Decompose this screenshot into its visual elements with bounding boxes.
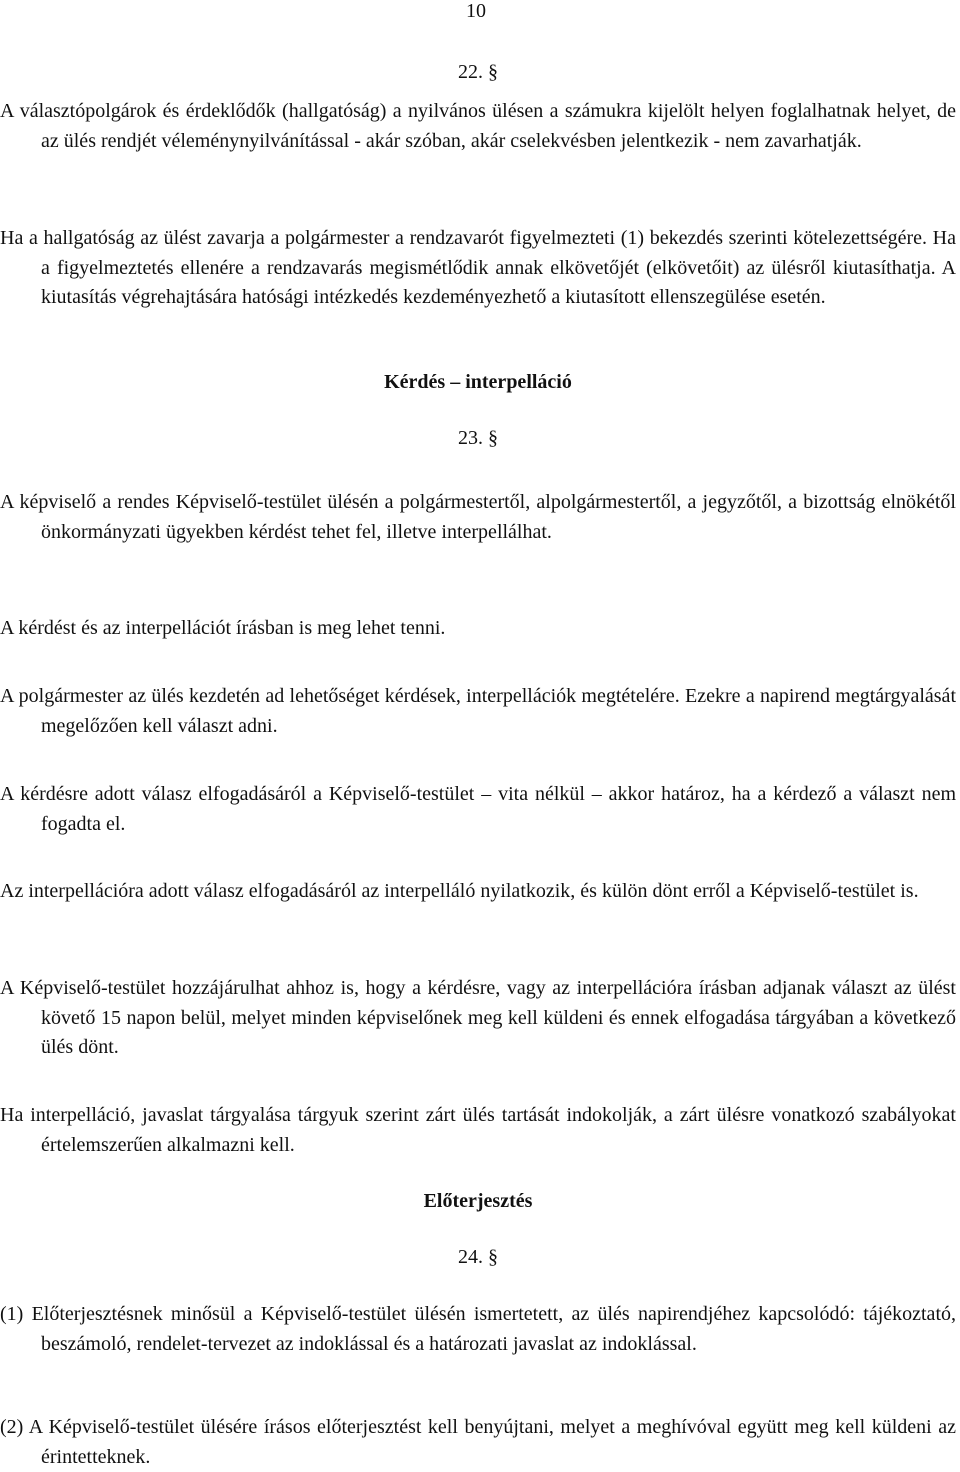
- section-heading-block: [0, 368, 956, 398]
- section-heading: Előterjesztés: [423, 1190, 533, 1212]
- paragraph-text: Az interpellációra adott válasz elfogadásáról az interpelláló nyilatkozik, és külön dönt erről a Képviselő-testület is.: [0, 880, 919, 902]
- paragraph-text: A polgármester az ülés kezdetén ad lehetőséget kérdések, interpellációk megtételére. Ezekre a napirend megtárgyalását megelőzően kell választ adni.: [0, 685, 956, 737]
- paragraph: [0, 97, 956, 156]
- paragraph: [0, 1101, 956, 1160]
- section-23-number-block: [0, 424, 956, 454]
- section-number: 24. §: [458, 1246, 498, 1268]
- section-number: 22. §: [458, 61, 498, 83]
- page-number: 10: [466, 0, 486, 22]
- paragraph-text: (1) Előterjesztésnek minősül a Képviselő-testület ülésén ismertetett, az ülés napirendjéhez kapcsolódó: tájékoztató, beszámoló, rendelet-tervezet az indoklással és a határozati javaslat az indoklással.: [0, 1303, 956, 1355]
- paragraph: [0, 780, 956, 839]
- paragraph: [0, 682, 956, 741]
- paragraph: [0, 877, 956, 907]
- paragraph: [0, 614, 956, 644]
- paragraph: [0, 1413, 956, 1472]
- section-heading-block: [0, 1187, 956, 1217]
- paragraph-text: A Képviselő-testület hozzájárulhat ahhoz is, hogy a kérdésre, vagy az interpellációra írásban adjanak választ az ülést követő 15 napon belül, melyet minden képviselőnek meg kell küldeni és ennek elfogadása tárgyában a következő ülés dönt.: [0, 977, 956, 1058]
- section-24-number-block: [0, 1243, 956, 1273]
- section-heading: Kérdés – interpelláció: [384, 371, 572, 393]
- section-22-number-block: [0, 58, 956, 88]
- paragraph-text: A kérdést és az interpellációt írásban is meg lehet tenni.: [0, 617, 446, 639]
- paragraph-text: Ha interpelláció, javaslat tárgyalása tárgyuk szerint zárt ülés tartását indokolják, a zárt ülésre vonatkozó szabályokat értelemszerűen alkalmazni kell.: [0, 1104, 956, 1156]
- paragraph-text: A kérdésre adott válasz elfogadásáról a Képviselő-testület – vita nélkül – akkor határoz, ha a kérdező a választ nem fogadta el.: [0, 783, 956, 835]
- paragraph-text: Ha a hallgatóság az ülést zavarja a polgármester a rendzavarót figyelmezteti (1) bekezdés szerinti kötelezettségére. Ha a figyelmeztetés ellenére a rendzavarás megismétlődik annak elkövetőjét (elkövetőit) az ülésről kiutasíthatja. A kiutasítás végrehajtására hatósági intézkedés kezdeményezhető a kiutasított ellenszegülése esetén.: [0, 227, 956, 308]
- section-number: 23. §: [458, 427, 498, 449]
- paragraph: [0, 488, 956, 547]
- paragraph: [0, 974, 956, 1063]
- paragraph: [0, 224, 956, 313]
- paragraph-text: A választópolgárok és érdeklődők (hallgatóság) a nyilvános ülésen a számukra kijelölt helyen foglalhatnak helyet, de az ülés rendjét véleménynyilvánítással - akár szóban, akár cselekvésben jelentkezik - nem zavarhatják.: [0, 100, 956, 152]
- paragraph-text: (2) A Képviselő-testület ülésére írásos előterjesztést kell benyújtani, melyet a meghívóval együtt meg kell küldeni az érintetteknek.: [0, 1416, 956, 1468]
- paragraph-text: A képviselő a rendes Képviselő-testület ülésén a polgármestertől, alpolgármestertől, a jegyzőtől, a bizottság elnökétől önkormányzati ügyekben kérdést tehet fel, illetve interpellálhat.: [0, 491, 956, 543]
- paragraph: [0, 1300, 956, 1359]
